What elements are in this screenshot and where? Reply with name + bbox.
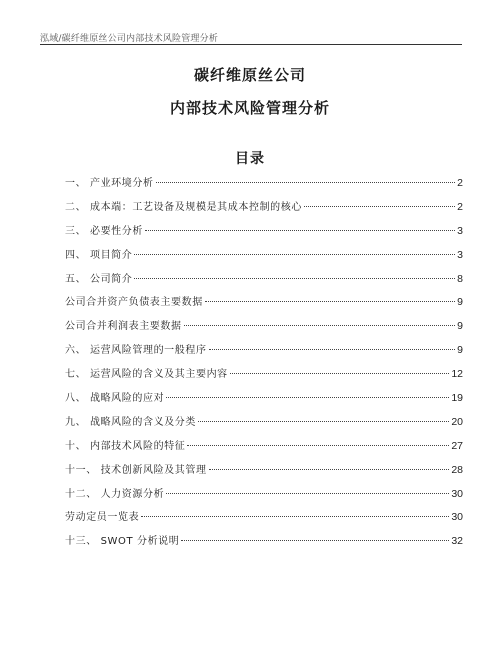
- toc-entry-label: 十、 内部技术风险的特征: [65, 440, 186, 452]
- toc-entry[interactable]: [65, 197, 463, 221]
- toc-entry-label: 七、 运营风险的含义及其主要内容: [65, 369, 228, 381]
- running-header: 泓域/碳纤维原丝公司内部技术风险管理分析: [40, 34, 219, 44]
- toc-page-number: 9: [457, 296, 463, 309]
- toc-dot-leader: [145, 230, 455, 231]
- toc-dot-leader: [209, 469, 450, 470]
- toc-dot-leader: [134, 278, 455, 279]
- toc-entry[interactable]: [65, 412, 463, 436]
- toc-page-number: 2: [457, 200, 463, 213]
- toc-dot-leader: [187, 445, 449, 446]
- toc-entry-label: 十一、 技术创新风险及其管理: [65, 464, 207, 476]
- toc-dot-leader: [156, 182, 456, 183]
- toc-dot-leader: [198, 421, 449, 422]
- toc-page-number: 9: [457, 320, 463, 333]
- toc-dot-leader: [141, 516, 449, 517]
- toc-entry-label: 一、 产业环境分析: [65, 178, 154, 189]
- toc-heading: 目录: [235, 151, 265, 167]
- toc-page-number: 9: [457, 344, 463, 357]
- toc-dot-leader: [184, 325, 456, 326]
- toc-dot-leader: [166, 493, 449, 494]
- toc-entry-label: 十三、 SWOT 分析说明: [65, 536, 180, 548]
- toc-entry-label: 十二、 人力资源分析: [65, 488, 165, 500]
- toc-entry-label: 公司合并资产负债表主要数据: [65, 297, 203, 309]
- toc-entry[interactable]: [65, 364, 463, 388]
- toc-entry[interactable]: [65, 340, 463, 364]
- toc-entry-label: 劳动定员一览表: [65, 512, 140, 524]
- toc-dot-leader: [230, 373, 450, 374]
- toc-page-number: 2: [457, 177, 463, 189]
- toc-entry[interactable]: [65, 388, 463, 412]
- toc-page-number: 30: [451, 487, 463, 500]
- toc-dot-leader: [166, 397, 449, 398]
- toc-dot-leader: [205, 301, 455, 302]
- toc-page-number: 27: [451, 439, 463, 452]
- toc-entry[interactable]: [65, 316, 463, 340]
- toc-dot-leader: [209, 349, 456, 350]
- toc-entry-label: 九、 战略风险的含义及分类: [65, 416, 196, 428]
- toc-page-number: 20: [451, 415, 463, 428]
- toc-entry-label: 公司合并利润表主要数据: [65, 321, 182, 333]
- toc-entry-label: 八、 战略风险的应对: [65, 393, 165, 405]
- document-title-line2: 内部技术风险管理分析: [169, 99, 330, 117]
- toc-entry-label: 五、 公司简介: [65, 273, 133, 285]
- toc-entry[interactable]: [65, 507, 463, 531]
- toc-entry-label: 四、 项目简介: [65, 249, 133, 261]
- toc-page-number: 28: [451, 463, 463, 476]
- toc-entry[interactable]: [65, 460, 463, 484]
- toc-page-number: 12: [451, 368, 463, 381]
- toc-page-number: 8: [457, 272, 463, 285]
- toc-entry[interactable]: [65, 245, 463, 269]
- header-divider: [40, 44, 462, 45]
- toc-entry[interactable]: [65, 484, 463, 508]
- toc-entry[interactable]: [65, 436, 463, 460]
- toc-entry[interactable]: [65, 221, 463, 245]
- toc-dot-leader: [181, 540, 449, 541]
- toc-entry[interactable]: [65, 173, 463, 197]
- toc-entry[interactable]: [65, 292, 463, 316]
- toc-page-number: 30: [451, 511, 463, 524]
- document-title-line1: 碳纤维原丝公司: [193, 66, 306, 84]
- toc-entry-label: 二、 成本端：工艺设备及规模是其成本控制的核心: [65, 201, 302, 213]
- toc-dot-leader: [134, 254, 455, 255]
- toc-page-number: 3: [457, 224, 463, 237]
- toc-page-number: 19: [451, 392, 463, 405]
- toc-entry[interactable]: [65, 269, 463, 293]
- table-of-contents: [65, 173, 463, 555]
- toc-page-number: 32: [451, 535, 463, 548]
- toc-entry-label: 三、 必要性分析: [65, 225, 143, 237]
- toc-page-number: 3: [457, 248, 463, 261]
- toc-dot-leader: [304, 206, 455, 207]
- toc-entry-label: 六、 运营风险管理的一般程序: [65, 345, 207, 357]
- toc-entry[interactable]: [65, 531, 463, 555]
